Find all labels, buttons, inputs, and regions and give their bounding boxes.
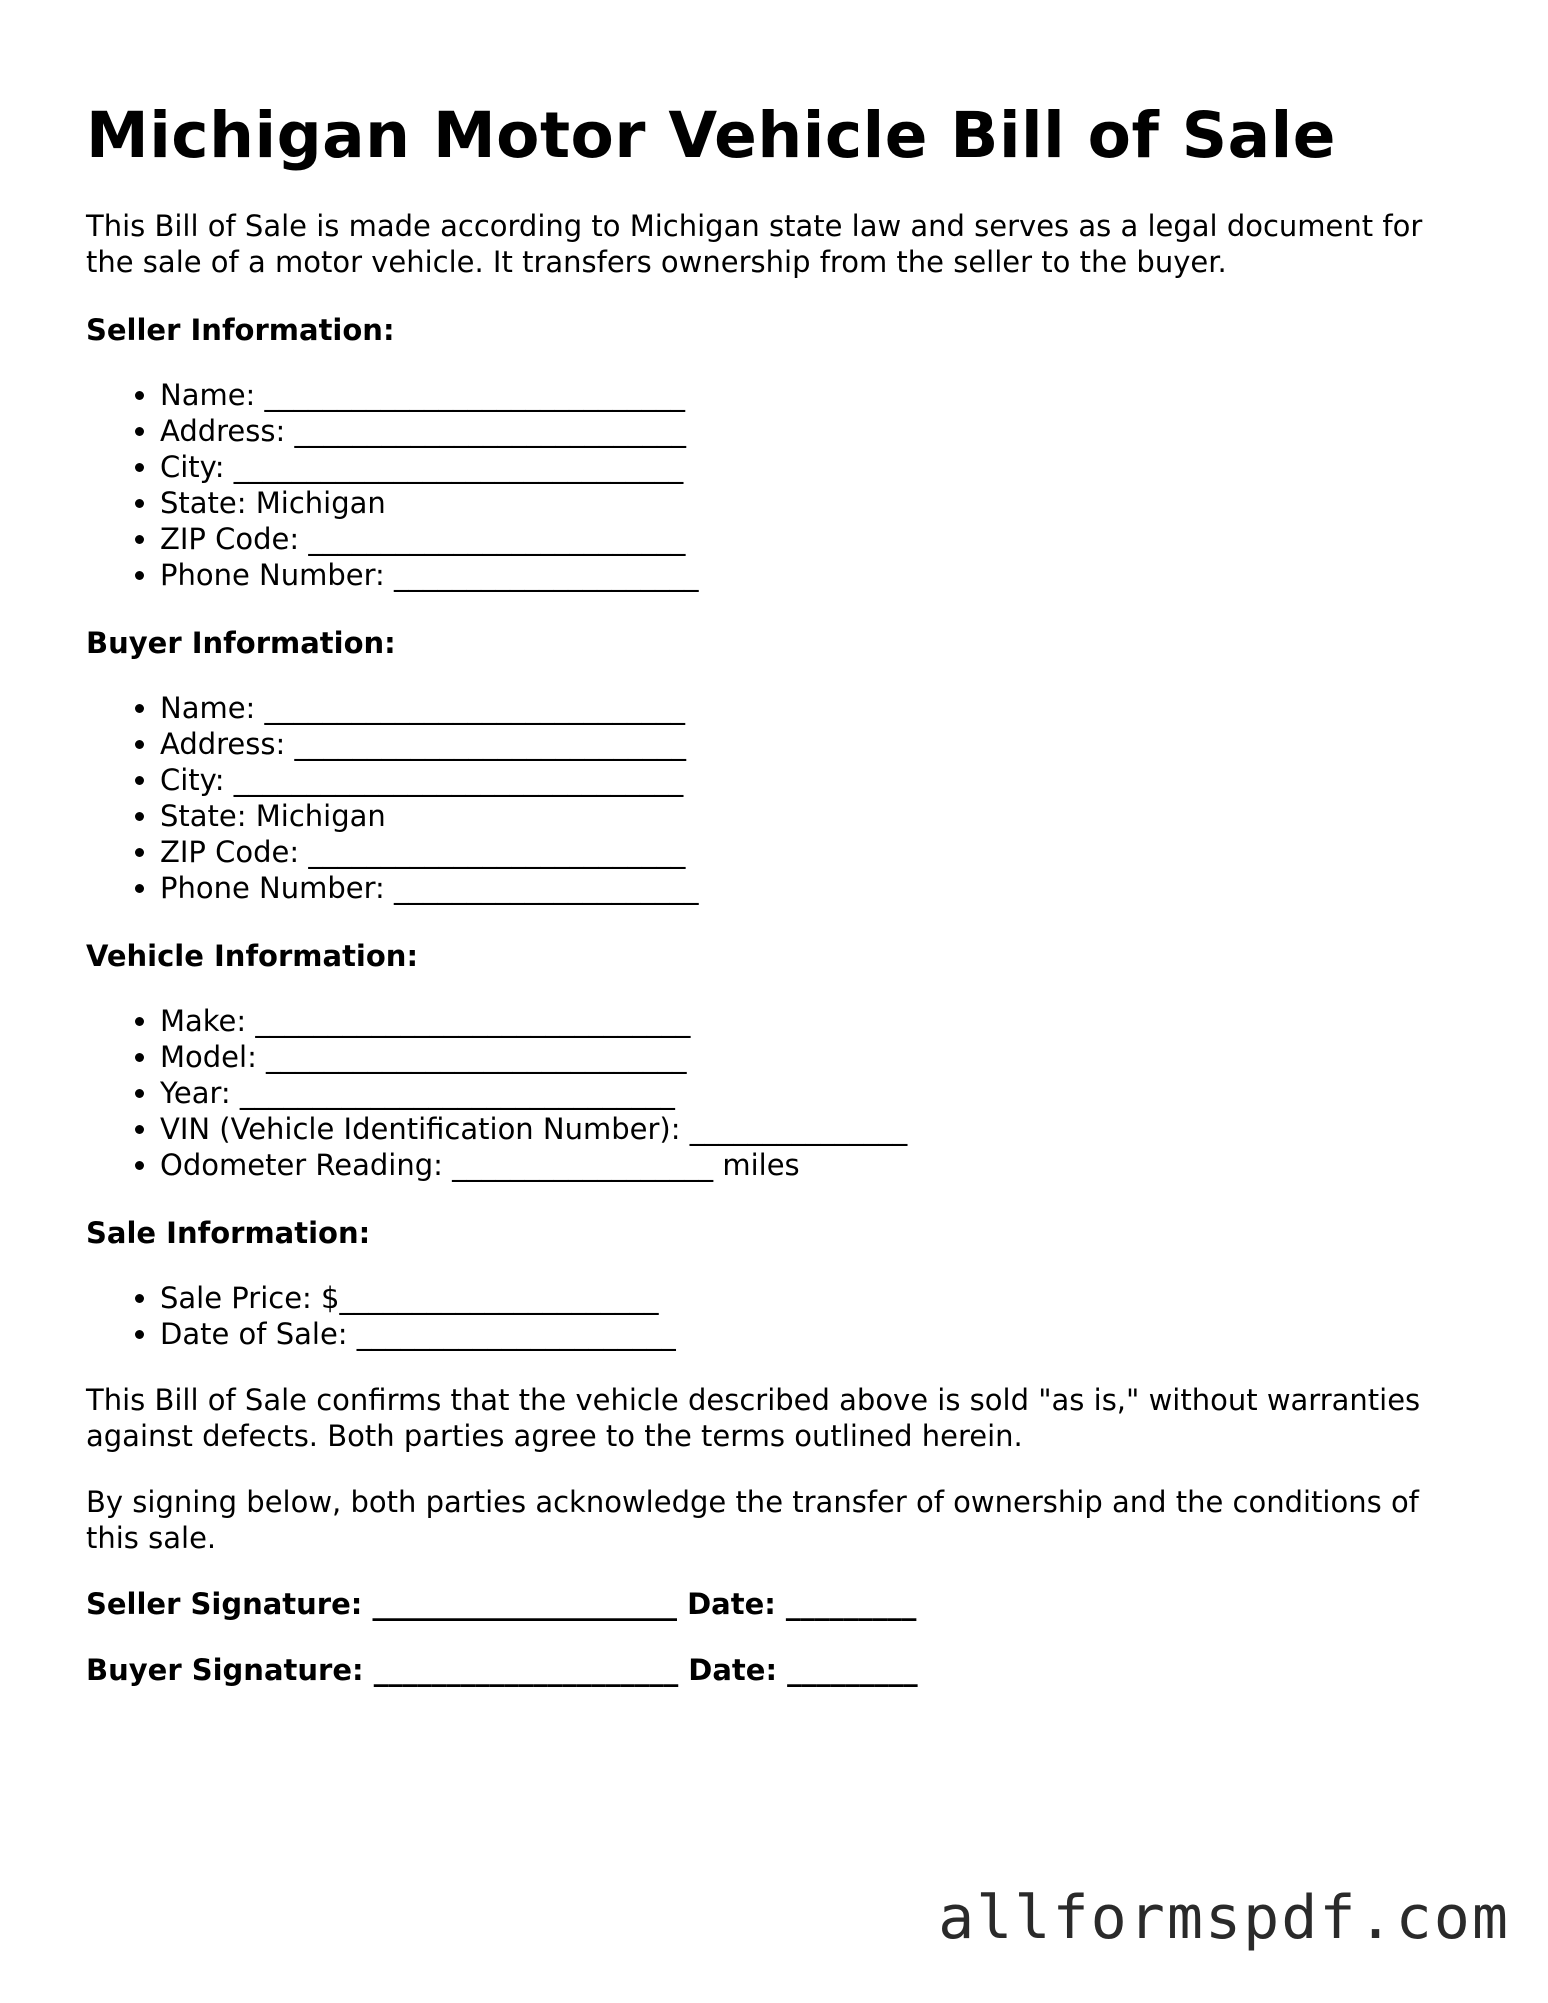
buyer-address-field: • Address: ___________________________ (160, 726, 1466, 762)
acknowledge-paragraph: By signing below, both parties acknowledge the transfer of ownership and the conditions of this sale. (86, 1485, 1419, 1556)
seller-fields-list (86, 377, 1466, 593)
buyer-signature-line: Buyer Signature: _____________________ Date: _________ (86, 1653, 918, 1688)
buyer-state-field: • State: Michigan (160, 798, 1466, 834)
seller-signature-line: Seller Signature: _____________________ Date: _________ (86, 1587, 917, 1622)
sale-price-field: • Sale Price: $______________________ (160, 1280, 1466, 1316)
buyer-zip-field: • ZIP Code: __________________________ (160, 834, 1466, 870)
sale-fields-list (86, 1280, 1466, 1352)
vehicle-make-field: • Make: ______________________________ (160, 1003, 1466, 1039)
as-is-paragraph: This Bill of Sale confirms that the vehicle described above is sold "as is," without warranties against defects. Both parties agree to the terms outlined herein. (86, 1383, 1421, 1454)
buyer-name-field: • Name: _____________________________ (160, 690, 1466, 726)
vehicle-odometer-field: • Odometer Reading: __________________ miles (160, 1147, 1466, 1183)
watermark-logo: allformspdf.com (938, 1883, 1510, 1953)
buyer-phone-field: • Phone Number: _____________________ (160, 870, 1466, 906)
buyer-fields-list (86, 690, 1466, 906)
seller-name-field: • Name: _____________________________ (160, 377, 1466, 413)
document-title: Michigan Motor Vehicle Bill of Sale (86, 99, 1336, 172)
vehicle-vin-field: • VIN (Vehicle Identification Number): _______________ (160, 1111, 1466, 1147)
buyer-heading: Buyer Information: (86, 626, 396, 661)
seller-address-field: • Address: ___________________________ (160, 413, 1466, 449)
sale-date-field: • Date of Sale: ______________________ (160, 1316, 1466, 1352)
intro-paragraph: This Bill of Sale is made according to Michigan state law and serves as a legal document for the sale of a motor vehicle. It transfers ownership from the seller to the buyer. (86, 209, 1423, 280)
vehicle-year-field: • Year: ______________________________ (160, 1075, 1466, 1111)
buyer-city-field: • City: _______________________________ (160, 762, 1466, 798)
vehicle-fields-list (86, 1003, 1466, 1183)
sale-heading: Sale Information: (86, 1216, 371, 1251)
seller-phone-field: • Phone Number: _____________________ (160, 557, 1466, 593)
seller-zip-field: • ZIP Code: __________________________ (160, 521, 1466, 557)
seller-heading: Seller Information: (86, 313, 395, 348)
seller-state-field: • State: Michigan (160, 485, 1466, 521)
vehicle-model-field: • Model: _____________________________ (160, 1039, 1466, 1075)
seller-city-field: • City: _______________________________ (160, 449, 1466, 485)
document-page (86, 100, 1466, 1688)
vehicle-heading: Vehicle Information: (86, 939, 419, 974)
